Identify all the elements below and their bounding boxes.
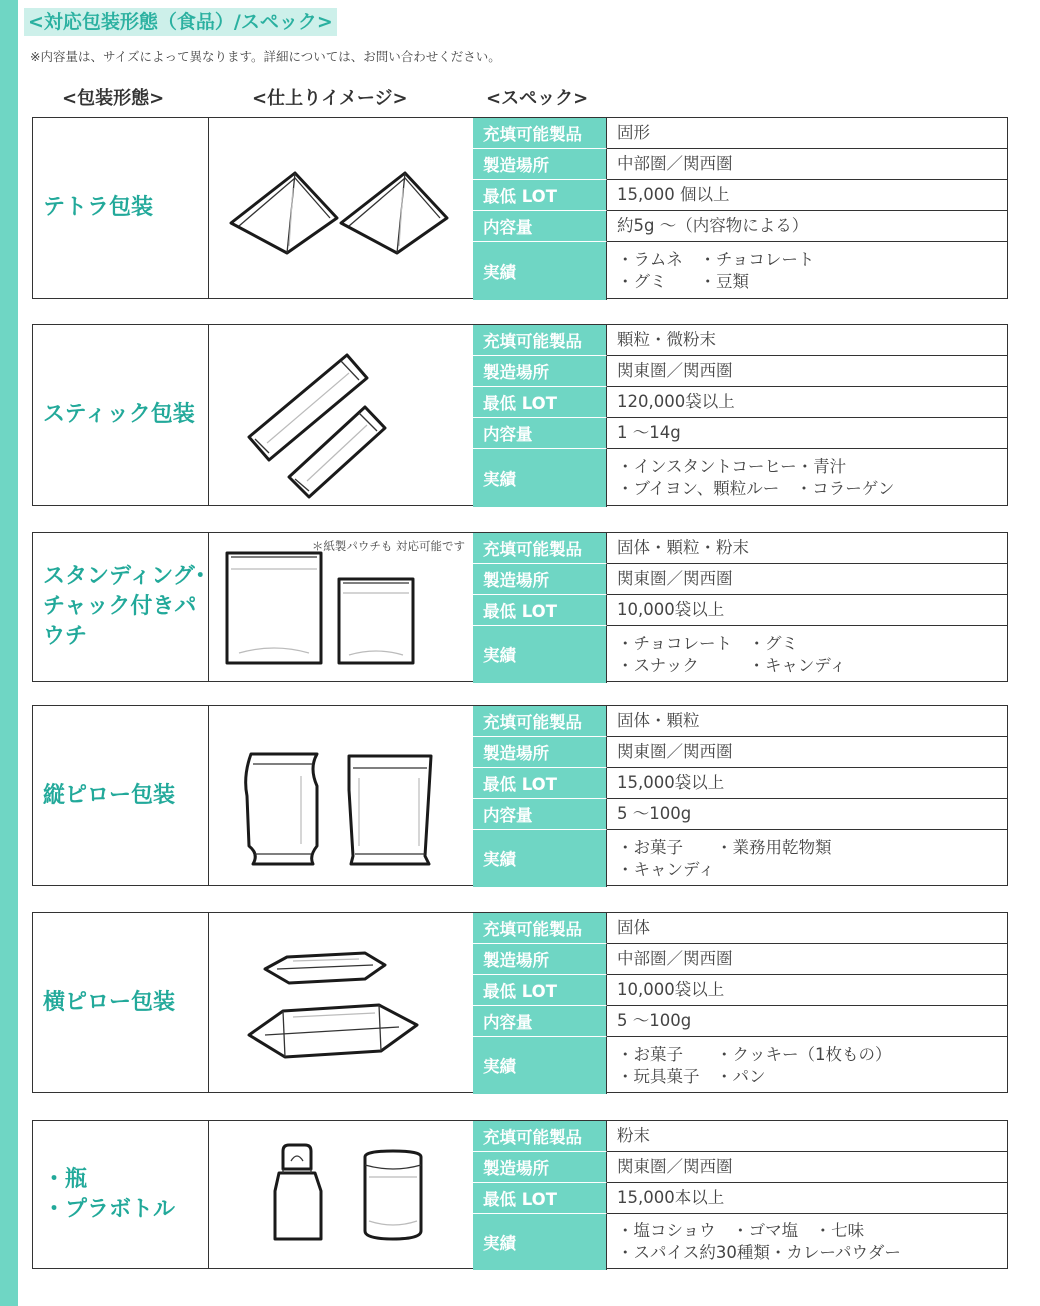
spec-value bbox=[607, 706, 1007, 736]
package-name: ・瓶 ・プラボトル bbox=[33, 1121, 209, 1268]
spec-value bbox=[607, 449, 1007, 507]
spec-row bbox=[473, 706, 1007, 737]
package-block-bottle bbox=[32, 1120, 1008, 1269]
spec-row bbox=[473, 975, 1007, 1006]
spec-row bbox=[473, 913, 1007, 944]
package-name: 縦ピロー包装 bbox=[33, 706, 209, 885]
spec-value-line: 10,000袋以上 bbox=[617, 600, 725, 619]
spec-label: 充填可能製品 bbox=[473, 118, 607, 148]
spec-value-line: ・塩コショウ ・ゴマ塩 ・七味 bbox=[617, 1221, 865, 1240]
paper-pouch-note: ＊紙製パウチも 対応可能です bbox=[311, 539, 465, 553]
spec-label: 充填可能製品 bbox=[473, 533, 607, 563]
package-name: スタンディング･チャック付きパウチ bbox=[33, 533, 209, 681]
spec-label: 実績 bbox=[473, 448, 607, 508]
spec-value bbox=[607, 356, 1007, 386]
spec-row bbox=[473, 356, 1007, 387]
spec-label: 最低 LOT bbox=[473, 1182, 607, 1214]
spec-value bbox=[607, 913, 1007, 943]
spec-label: 内容量 bbox=[473, 798, 607, 830]
spec-value bbox=[607, 1152, 1007, 1182]
spec-value-line: 15,000 個以上 bbox=[617, 185, 730, 204]
spec-value bbox=[607, 1037, 1007, 1094]
spec-label: 最低 LOT bbox=[473, 974, 607, 1006]
spec-value-line: 粉末 bbox=[617, 1126, 650, 1145]
spec-label: 製造場所 bbox=[473, 736, 607, 768]
spec-label: 製造場所 bbox=[473, 943, 607, 975]
spec-label: 製造場所 bbox=[473, 563, 607, 595]
column-header-finish-image: <仕上りイメージ> bbox=[252, 88, 408, 109]
bottle-icon bbox=[209, 1121, 474, 1268]
spec-value-line: ・グミ ・豆類 bbox=[617, 272, 749, 291]
spec-value bbox=[607, 1006, 1007, 1036]
spec-table bbox=[473, 118, 1007, 298]
spec-value bbox=[607, 418, 1007, 448]
package-block-vertical-pillow bbox=[32, 705, 1008, 886]
spec-row bbox=[473, 1037, 1007, 1094]
spec-value-line: ・ラムネ ・チョコレート bbox=[617, 250, 815, 269]
spec-value bbox=[607, 118, 1007, 148]
spec-value bbox=[607, 944, 1007, 974]
spec-value-line: ・玩具菓子 ・パン bbox=[617, 1066, 766, 1086]
spec-row bbox=[473, 830, 1007, 887]
package-name: スティック包装 bbox=[33, 325, 209, 505]
spec-row bbox=[473, 626, 1007, 683]
column-header-spec: <スペック> bbox=[486, 88, 589, 109]
spec-row bbox=[473, 1214, 1007, 1270]
spec-value-line: 固体・顆粒・粉末 bbox=[617, 538, 749, 557]
spec-row bbox=[473, 1121, 1007, 1152]
spec-row bbox=[473, 149, 1007, 180]
page-title: <対応包装形態（食品）/スペック> bbox=[24, 8, 337, 36]
spec-value bbox=[607, 242, 1007, 300]
spec-row bbox=[473, 564, 1007, 595]
spec-value-line: ・キャンディ bbox=[617, 859, 715, 879]
content-note: ※内容量は、サイズによって異なります。詳細については、お問い合わせください。 bbox=[30, 49, 501, 64]
spec-table bbox=[473, 533, 1007, 681]
package-block-tetra bbox=[32, 117, 1008, 299]
package-name: 横ピロー包装 bbox=[33, 913, 209, 1092]
spec-value-line: 10,000袋以上 bbox=[617, 980, 725, 999]
stick-pack-icon bbox=[209, 325, 474, 505]
spec-row bbox=[473, 180, 1007, 211]
spec-value bbox=[607, 830, 1007, 887]
spec-value-line: 固体・顆粒 bbox=[617, 711, 700, 730]
package-block-horizontal-pillow bbox=[32, 912, 1008, 1093]
spec-value-line: 15,000本以上 bbox=[617, 1188, 725, 1207]
spec-value bbox=[607, 799, 1007, 829]
spec-value-line: 関東圏／関西圏 bbox=[617, 361, 733, 380]
spec-value-line: 固体 bbox=[617, 918, 650, 937]
spec-value-line: 中部圏／関西圏 bbox=[617, 154, 733, 173]
spec-value bbox=[607, 1183, 1007, 1213]
spec-label: 製造場所 bbox=[473, 1151, 607, 1183]
spec-row bbox=[473, 799, 1007, 830]
spec-value-line: ・ブイヨン、顆粒ルー ・コラーゲン bbox=[617, 479, 895, 498]
spec-label: 最低 LOT bbox=[473, 767, 607, 799]
spec-label: 実績 bbox=[473, 1036, 607, 1095]
spec-value bbox=[607, 180, 1007, 210]
spec-value bbox=[607, 1214, 1007, 1270]
spec-value bbox=[607, 564, 1007, 594]
spec-value-line: ・スナック ・キャンディ bbox=[617, 655, 847, 675]
spec-row bbox=[473, 242, 1007, 300]
spec-label: 最低 LOT bbox=[473, 594, 607, 626]
spec-row bbox=[473, 449, 1007, 507]
spec-value-line: 関東圏／関西圏 bbox=[617, 742, 733, 761]
spec-value-line: ・お菓子 ・クッキー（1枚もの） bbox=[617, 1044, 892, 1064]
spec-row bbox=[473, 768, 1007, 799]
spec-value-line: 関東圏／関西圏 bbox=[617, 569, 733, 588]
spec-value bbox=[607, 768, 1007, 798]
spec-label: 最低 LOT bbox=[473, 179, 607, 211]
vertical-pillow-icon bbox=[209, 706, 474, 885]
spec-row bbox=[473, 533, 1007, 564]
spec-label: 実績 bbox=[473, 625, 607, 684]
left-accent-bar bbox=[0, 0, 18, 1306]
spec-value-line: 15,000袋以上 bbox=[617, 773, 725, 792]
spec-label: 実績 bbox=[473, 1213, 607, 1271]
column-header-package-type: <包装形態> bbox=[62, 88, 165, 109]
spec-row bbox=[473, 737, 1007, 768]
tetra-pack-icon bbox=[209, 118, 474, 298]
spec-value-line: ・インスタントコーヒー・青汁 bbox=[617, 457, 847, 476]
spec-table bbox=[473, 1121, 1007, 1268]
spec-row bbox=[473, 418, 1007, 449]
spec-row bbox=[473, 325, 1007, 356]
spec-value bbox=[607, 975, 1007, 1005]
spec-row bbox=[473, 387, 1007, 418]
spec-label: 充填可能製品 bbox=[473, 325, 607, 355]
spec-row bbox=[473, 1183, 1007, 1214]
spec-label: 製造場所 bbox=[473, 148, 607, 180]
spec-value-line: 顆粒・微粉末 bbox=[617, 330, 716, 349]
spec-row bbox=[473, 118, 1007, 149]
spec-table bbox=[473, 706, 1007, 885]
package-block-stick bbox=[32, 324, 1008, 506]
spec-value bbox=[607, 595, 1007, 625]
spec-label: 実績 bbox=[473, 829, 607, 888]
spec-value-line: ・チョコレート ・グミ bbox=[617, 633, 799, 653]
spec-value bbox=[607, 533, 1007, 563]
spec-row bbox=[473, 944, 1007, 975]
spec-value-line: ・スパイス約30種類・カレーパウダー bbox=[617, 1243, 901, 1262]
spec-value-line: 約5g 〜（内容物による） bbox=[617, 216, 809, 235]
spec-table bbox=[473, 325, 1007, 505]
spec-value bbox=[607, 387, 1007, 417]
spec-value bbox=[607, 149, 1007, 179]
spec-row bbox=[473, 1006, 1007, 1037]
spec-value-line: 中部圏／関西圏 bbox=[617, 949, 733, 968]
spec-label: 充填可能製品 bbox=[473, 1121, 607, 1151]
package-name: テトラ包装 bbox=[33, 118, 209, 298]
spec-value bbox=[607, 325, 1007, 355]
spec-value-line: 固形 bbox=[617, 123, 650, 142]
spec-value-line: 5 〜100g bbox=[617, 1011, 692, 1030]
spec-row bbox=[473, 1152, 1007, 1183]
spec-label: 内容量 bbox=[473, 417, 607, 449]
spec-value-line: 関東圏／関西圏 bbox=[617, 1157, 733, 1176]
spec-label: 内容量 bbox=[473, 210, 607, 242]
horizontal-pillow-icon bbox=[209, 913, 474, 1092]
spec-label: 充填可能製品 bbox=[473, 913, 607, 943]
spec-row bbox=[473, 595, 1007, 626]
spec-label: 内容量 bbox=[473, 1005, 607, 1037]
spec-row bbox=[473, 211, 1007, 242]
spec-value-line: ・お菓子 ・業務用乾物類 bbox=[617, 837, 832, 857]
spec-value bbox=[607, 211, 1007, 241]
spec-value-line: 1 〜14g bbox=[617, 423, 681, 442]
spec-label: 製造場所 bbox=[473, 355, 607, 387]
spec-label: 実績 bbox=[473, 241, 607, 301]
spec-label: 充填可能製品 bbox=[473, 706, 607, 736]
spec-value-line: 120,000袋以上 bbox=[617, 392, 735, 411]
spec-table bbox=[473, 913, 1007, 1092]
package-block-standing-pouch bbox=[32, 532, 1008, 682]
spec-label: 最低 LOT bbox=[473, 386, 607, 418]
spec-value bbox=[607, 737, 1007, 767]
spec-value bbox=[607, 1121, 1007, 1151]
standing-pouch-icon bbox=[209, 533, 474, 681]
spec-value-line: 5 〜100g bbox=[617, 804, 692, 823]
spec-value bbox=[607, 626, 1007, 683]
